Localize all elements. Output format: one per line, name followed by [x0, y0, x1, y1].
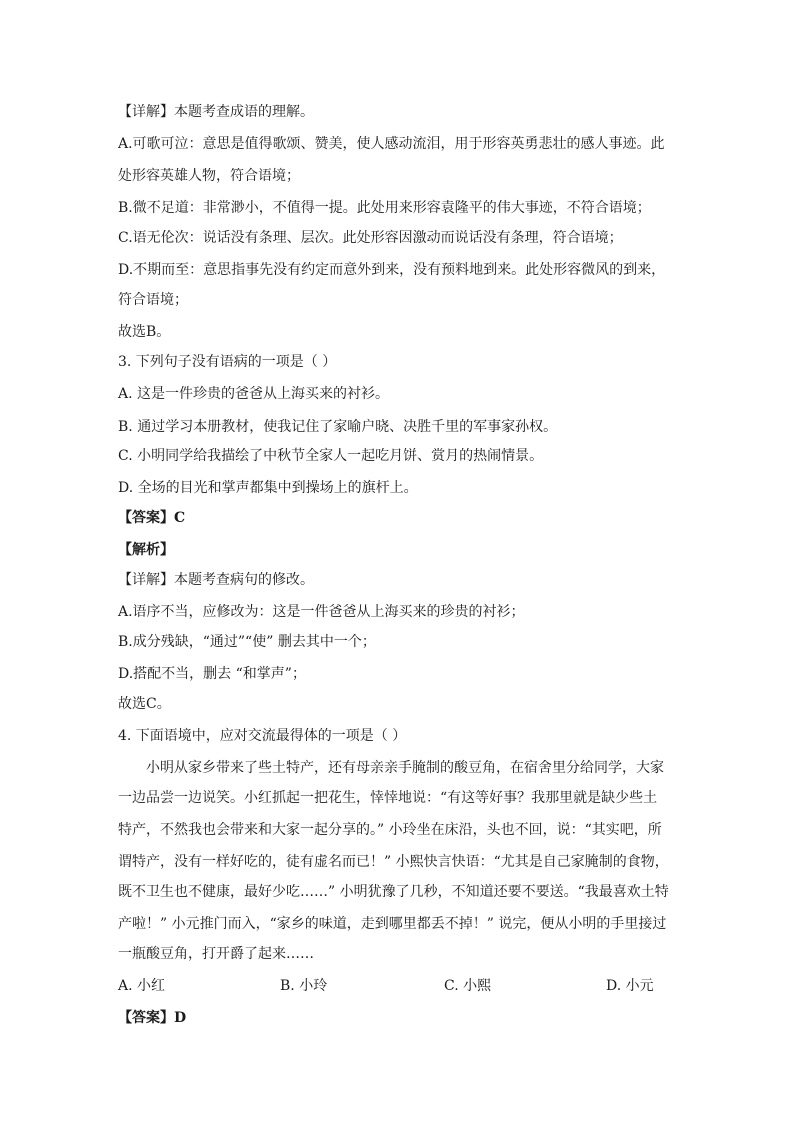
question-3-option-a: A. 这是一件珍贵的爸爸从上海买来的衬衫。	[118, 386, 390, 402]
question-4-answer: 【答案】D	[118, 1010, 187, 1026]
conclusion-line: 故选C。	[118, 696, 171, 712]
question-4-stem: 4. 下面语境中，应对交流最得体的一项是（ ）	[118, 728, 407, 744]
explanation-heading: 【详解】本题考查病句的修改。	[118, 572, 314, 588]
explanation-line-d-cont: 符合语境；	[118, 292, 188, 308]
correction-line-b: B.成分残缺，“通过”“使” 删去其中一个；	[118, 634, 376, 650]
question-4-option-d: D. 小元	[606, 978, 654, 994]
question-3-option-b: B. 通过学习本册教材，使我记住了家喻户晓、决胜千里的军事家孙权。	[118, 419, 558, 435]
analysis-heading: 【解析】	[118, 542, 174, 558]
explanation-line-d: D.不期而至：意思指事先没有约定而意外到来，没有预料地到来。此处形容微风的到来，	[118, 262, 666, 278]
question-4-option-c: C. 小熙	[444, 978, 492, 994]
passage-line: 既不卫生也不健康，最好少吃……” 小明犹豫了几秒，不知道还要不要送。“我最喜欢土特	[118, 884, 669, 900]
question-4-option-b: B. 小玲	[280, 978, 328, 994]
explanation-line-a: A.可歌可泣：意思是值得歌颂、赞美，使人感动流泪，用于形容英勇悲壮的感人事迹。此	[118, 136, 665, 152]
question-3-stem: 3. 下列句子没有语病的一项是（ ）	[118, 354, 337, 370]
passage-line: 一瓶酸豆角，打开爵了起来……	[118, 946, 314, 962]
explanation-line-b: B.微不足道：非常渺小，不值得一提。此处用来形容袁隆平的伟大事迹，不符合语境；	[118, 200, 651, 216]
explanation-heading: 【详解】本题考查成语的理解。	[118, 104, 314, 120]
correction-line-d: D.搭配不当，删去 “和掌声”；	[118, 666, 306, 682]
explanation-line-c: C.语无伦次：说话没有条理、层次。此处形容因激动而说话没有条理，符合语境；	[118, 230, 623, 246]
passage-line: 特产，不然我也会带来和大家一起分享的。” 小玲坐在床沿，头也不回，说：“其实吧，所	[118, 822, 662, 838]
explanation-line-a-cont: 处形容英雄人物，符合语境；	[118, 168, 300, 184]
conclusion-line: 故选B。	[118, 324, 171, 340]
passage-line: 一边品尝一边说笑。小红抓起一把花生，悻悻地说：“有这等好事？我那里就是缺少些土	[118, 790, 658, 806]
passage-line: 小明从家乡带来了些土特产，还有母亲亲手腌制的酸豆角，在宿舍里分给同学，大家	[146, 760, 664, 776]
question-3-option-c: C. 小明同学给我描绘了中秋节全家人一起吃月饼、赏月的热闹情景。	[118, 448, 544, 464]
passage-line: 产啦！” 小元推门而入，“家乡的味道，走到哪里都丢不掉！” 说完，便从小明的手里接过	[118, 916, 667, 932]
correction-line-a: A.语序不当，应修改为：这是一件爸爸从上海买来的珍贵的衬衫；	[118, 604, 525, 620]
question-4-option-a: A. 小红	[118, 978, 166, 994]
question-3-option-d: D. 全场的目光和掌声都集中到操场上的旗杆上。	[118, 480, 418, 496]
question-4-options	[118, 976, 678, 996]
passage-line: 谓特产，没有一样好吃的，徒有虚名而已！” 小熙快言快语：“尤其是自己家腌制的食物，	[118, 854, 669, 870]
question-3-answer: 【答案】C	[118, 510, 186, 526]
